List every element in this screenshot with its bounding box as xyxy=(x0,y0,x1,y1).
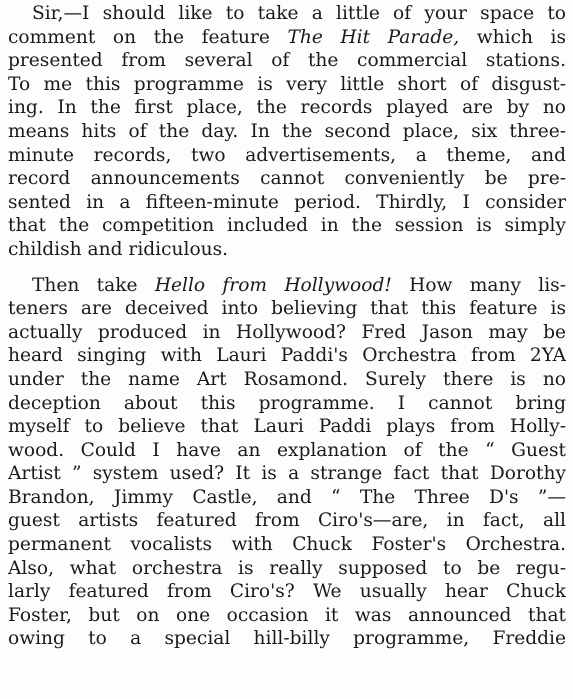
text-line: under the name Art Rosamond. Surely there is no xyxy=(8,368,566,390)
text-fragment: comment on the feature xyxy=(8,26,288,48)
text-line: childish and ridiculous. xyxy=(8,238,229,260)
text-line: ing. In the first place, the records played are by no xyxy=(8,97,566,119)
text-line: record announcements cannot conveniently be pre- xyxy=(8,168,566,190)
programme-title-hello-from-hollywood: Hello from Hollywood! xyxy=(154,274,392,296)
text-line: means hits of the day. In the second place, six three- xyxy=(8,120,566,142)
text-line: Brandon, Jimmy Castle, and “ The Three D's ”— xyxy=(8,486,566,508)
text-line: minute records, two advertisements, a theme, and xyxy=(8,144,566,166)
text-fragment: How many lis- xyxy=(391,274,566,296)
text-line: To me this programme is very little short of disgust- xyxy=(8,73,566,95)
text-line xyxy=(8,26,566,50)
letter-column xyxy=(8,0,566,651)
text-fragment: which is xyxy=(459,26,566,48)
text-line: heard singing with Lauri Paddi's Orchestra from 2YA xyxy=(8,345,566,367)
text-line: Also, what orchestra is really supposed to be regu- xyxy=(8,557,566,579)
paragraph-1 xyxy=(8,2,566,262)
text-line: deception about this programme. I cannot bring xyxy=(8,392,566,414)
text-line: presented from several of the commercial stations. xyxy=(8,50,566,72)
text-line: guest artists featured from Ciro's—are, in fact, all xyxy=(8,510,566,532)
text-line xyxy=(8,274,566,298)
text-line: Foster, but on one occasion it was announced that xyxy=(8,604,566,626)
text-line: myself to believe that Lauri Paddi plays from Holly- xyxy=(8,416,566,438)
paragraph-2 xyxy=(8,274,566,652)
text-fragment: Then take xyxy=(32,274,155,296)
text-line: larly featured from Ciro's? We usually hear Chuck xyxy=(8,581,566,603)
text-line: permanent vocalists with Chuck Foster's Orchestra. xyxy=(8,534,566,556)
text-line: Sir,—I should like to take a little of your space to xyxy=(32,3,566,24)
text-line: teners are deceived into believing that this feature is xyxy=(8,298,566,320)
text-line: sented in a fifteen-minute period. Thirdly, I consider xyxy=(8,191,566,213)
text-line: that the competition included in the session is simply xyxy=(8,215,566,237)
text-line: Artist ” system used? It is a strange fact that Dorothy xyxy=(8,463,566,485)
text-line: actually produced in Hollywood? Fred Jason may be xyxy=(8,321,566,343)
programme-title-hit-parade: The Hit Parade, xyxy=(287,26,460,48)
text-line: wood. Could I have an explanation of the “ Guest xyxy=(8,439,566,461)
text-line: owing to a special hill-billy programme, Freddie xyxy=(8,628,566,650)
